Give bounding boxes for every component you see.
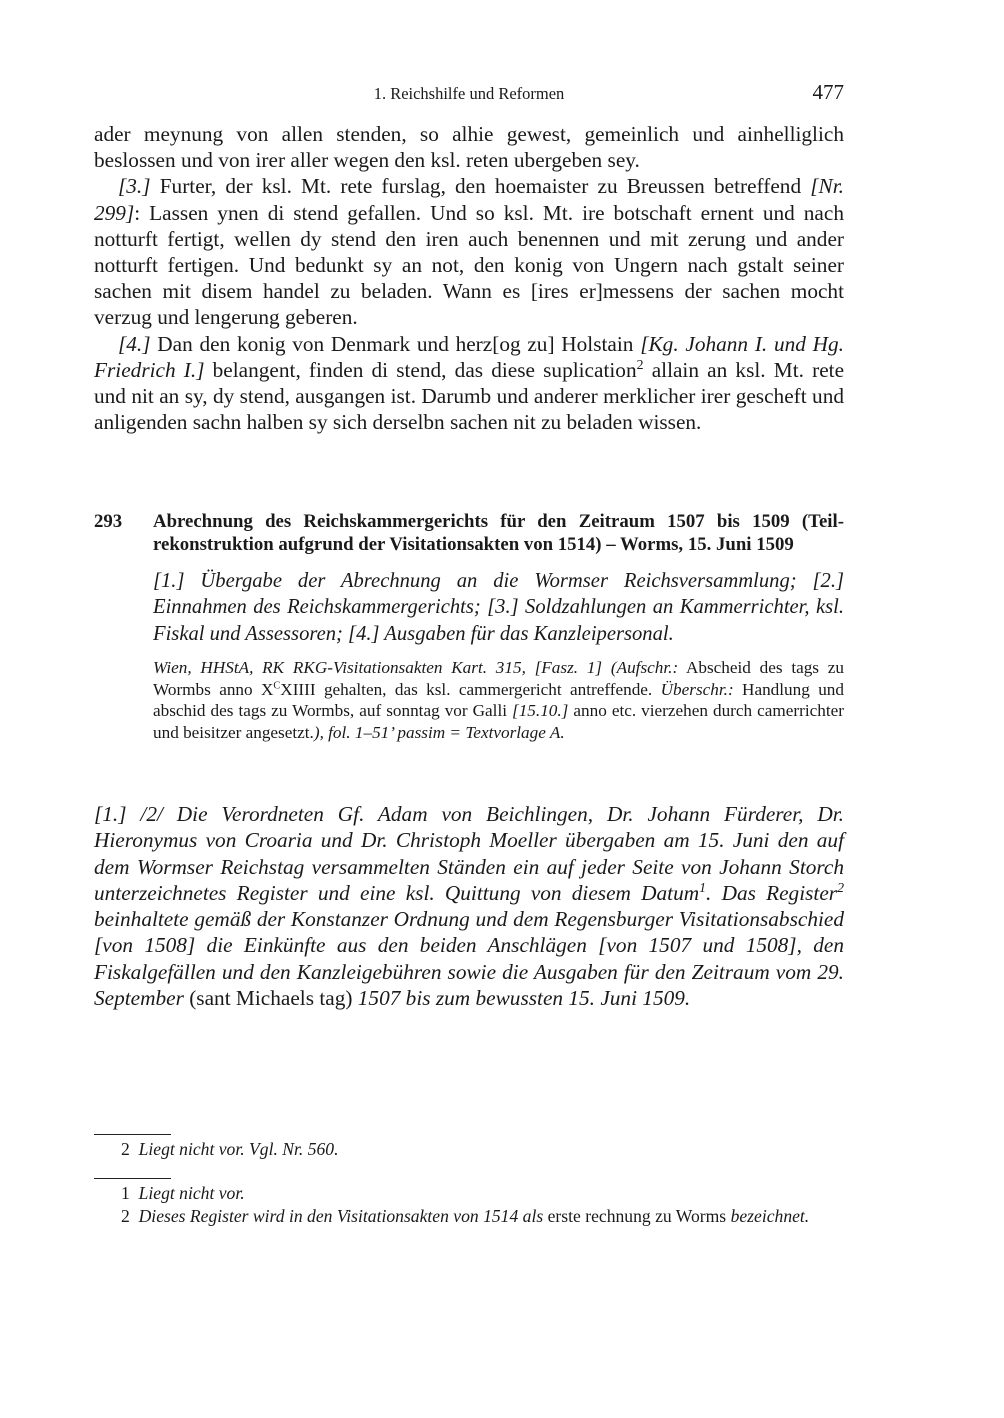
footnote [94, 1182, 844, 1205]
page-header [94, 80, 844, 106]
source-note: Wien, HHStA, RK RKG-Visitationsakten Kart. 315, [Fasz. 1] (Aufschr.: Abscheid des tags zu Wormbs anno $X^CXIIII$ gehalten, das ksl. cammergericht antreffende. Überschr.: Handlung und abschid des tags zu Wormbs, auf sonntag vor Galli [15.10.] anno etc. vierzehen durch camerrichter und beisitzer angesetzt.), fol. 1–51’ passim = Textvorlage A. [153, 657, 844, 743]
upper-body-text [94, 121, 844, 435]
section-mark: [3.] [118, 174, 151, 199]
running-title: 1. Reichshilfe und Reformen [373, 84, 565, 103]
summary-paragraph: [1.] /2/ Die Verordneten Gf. Adam von Beichlingen, Dr. Johann Fürderer, Dr. Hieronymus von Croaria und Dr. Christoph Moeller übergaben am 15. Juni den auf dem Wormser Reichstag versammelten Ständen ein auf jeder Seite von Johann Storch unterzeichnetes Register und eine ksl. Quittung von diesem Datum$^1$. Das Register$^2$ beinhaltete gemäß der Konstanzer Ordnung und dem Regensburger Visitationsabschied [von 1508] die Einkünfte aus den beiden Anschlägen [von 1507 und 1508], den Fiskalgefällen und den Kanzleigebühren sowie die Ausgaben für den Zeitraum vom 29. September (sant Michaels tag) 1507 bis zum bewussten 15. Juni 1509. [94, 802, 844, 1011]
document-title: Abrechnung des Reichskammergerichts für den Zeitraum 1507 bis 1509 (Teilrekonstruktion aufgrund der Visitationsakten von 1514) – Worms, 15. Juni 1509 [153, 511, 844, 555]
footnote-divider [94, 1134, 171, 1135]
paragraph-4: [4.] Dan den konig von Denmark und herz[og zu] Holstain [Kg. Johann I. und Hg. Friedrich I.] belangent, finden di stend, das diese suplication$^2$ allain an ksl. Mt. rete und nit an sy, dy stend, ausgangen ist. Darumb und anderer merklicher irer gescheft und anligenden sachn halben sy sich derselbn sachen nit zu beladen wissen. [94, 331, 845, 435]
footnote [94, 1138, 844, 1161]
footnote-text: Liegt nicht vor. Vgl. Nr. 560. [138, 1139, 339, 1159]
footnotes-upper [94, 1138, 844, 1161]
page-number: 477 [812, 80, 844, 104]
footnote-marker: 2 [636, 356, 644, 372]
footnote-marker: 2 [837, 879, 844, 895]
document-regest: [1.] Übergabe der Abrechnung an die Wormser Reichsversammlung; [2.] Einnahmen des Reichskammergerichts; [3.] Soldzahlungen an Kammerrichter, ksl. Fiskal und Assessoren; [4.] Ausgaben für das Kanzleipersonal. [153, 570, 844, 645]
footnote-marker: 1 [699, 879, 707, 895]
section-mark: [4.] [118, 331, 151, 356]
footnote-text: Liegt nicht vor. [138, 1183, 245, 1203]
paragraph-3: [3.] Furter, der ksl. Mt. rete furslag, den hoemaister zu Breussen betreffend [Nr. 299]: Lassen ynen di stend gefallen. Und so ksl. Mt. ire botschaft ernent und nach notturft fertigt, wellen dy stend den iren auch benennen und mit zerung und ander notturft fertigen. Und bedunkt sy an not, den konig von Ungern nach gstalt seiner sachen mit disem handel zu beladen. Wann es [ires er]messens der sachen mocht verzug und lengerung geberen. [94, 174, 844, 330]
footnote-number: 2 [121, 1205, 130, 1226]
footnote-number: 2 [121, 1139, 130, 1159]
footnote-number: 1 [121, 1183, 130, 1203]
paragraph-1: ader meynung von allen stenden, so alhie gewest, gemeinlich und ainhelliglich beslossen und von irer aller wegen den ksl. reten ubergeben sey. [94, 122, 844, 173]
cross-reference: [Nr. 299] [94, 174, 844, 225]
footnotes-lower [94, 1182, 844, 1227]
editorial-note: [Kg. Johann I. und Hg. Friedrich I.] [94, 331, 845, 382]
footnote-divider [94, 1178, 171, 1179]
footnote: 2 Dieses Register wird in den Visitationsakten von 1514 als erste rechnung zu Worms bezeichnet. [121, 1205, 810, 1226]
document-header [94, 510, 844, 744]
document-number: 293 [94, 511, 123, 532]
lower-body-text [94, 801, 844, 1011]
